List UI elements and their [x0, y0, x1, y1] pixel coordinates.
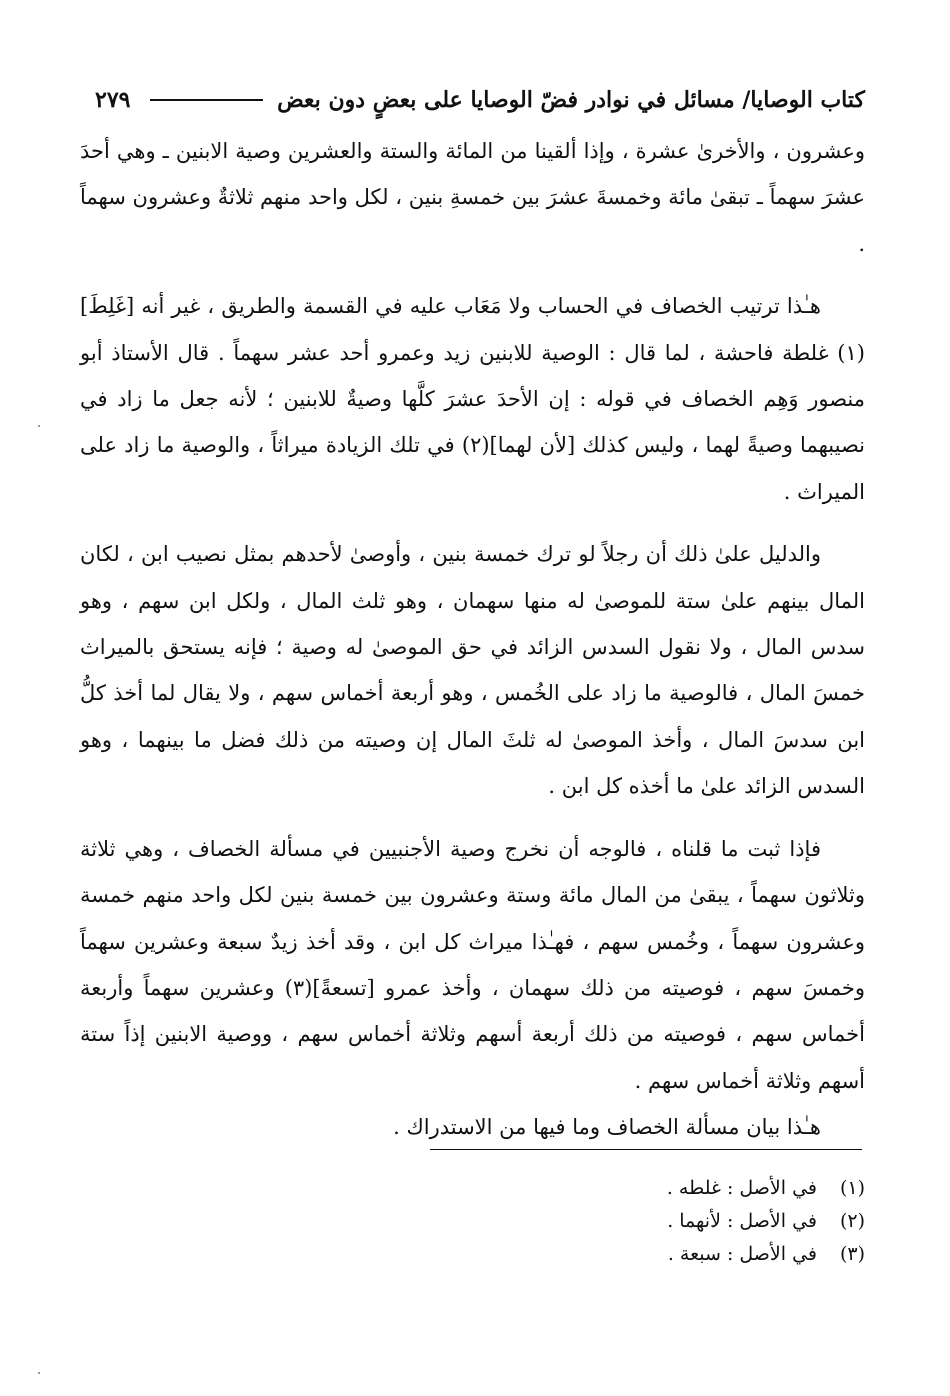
page-number: ٢٧٩: [95, 87, 131, 113]
footnote: [300, 1172, 865, 1205]
scan-speck: [38, 1372, 40, 1374]
footnote-number: (٢): [839, 1210, 865, 1232]
footnote-separator: [430, 1149, 862, 1150]
footnote: [300, 1238, 865, 1271]
paragraph: والدليل علىٰ ذلك أن رجلاً لو ترك خمسة بنين ، وأوصىٰ لأحدهم بمثل نصيب ابن ، لكان المال بينهم علىٰ ستة للموصىٰ له منها سهمان ، وهو ثلث المال ، ولكل ابن سهم ، وهو سدس المال ، ولا نقول السدس الزائد في حق الموصىٰ له وصية ؛ فإنه يستحق بالميراث خمسَ المال ، فالوصية ما زاد على الخُمس ، وهو أربعة أخماس سهم ، ولا يقال لما أخذ كلُّ ابن سدسَ المال ، وأخذ الموصىٰ له ثلثَ المال إن وصيته من ذلك فضل ما بينهما ، وهو السدس الزائد علىٰ ما أخذه كل ابن .: [80, 542, 866, 799]
footnotes: [300, 1172, 865, 1271]
main-text: [80, 128, 865, 1151]
footnote-text: في الأصل : سبعة .: [667, 1243, 817, 1265]
paragraph: وعشرون ، والأخرىٰ عشرة ، وإذا ألقينا من المائة والستة والعشرين وصية الابنين ـ وهي أحدَ عشرَ سهماً ـ تبقىٰ مائة وخمسةَ عشرَ بين خمسةِ بنين ، لكل واحد منهم ثلاثةٌ وعشرون سهماً .: [80, 139, 865, 256]
paragraph: فإذا ثبت ما قلناه ، فالوجه أن نخرج وصية الأجنبيين في مسألة الخصاف ، وهي ثلاثة وثلاثون سهماً ، يبقىٰ من المال مائة وستة وعشرون بين خمسة بنين لكل واحد منهم خمسة وعشرون سهماً ، وخُمس سهم ، فهـٰذا ميراث كل ابن ، وقد أخذ زيدٌ سبعة وعشرين سهماً وخمسَ سهم ، فوصيته من ذلك سهمان ، وأخذ عمرو [تسعةً](٣) وعشرين سهماً وأربعة أخماس سهم ، فوصيته من ذلك أربعة أسهم وثلاثة أخماس سهم ، ووصية الابنين إذاً ستة أسهم وثلاثة أخماس سهم .: [80, 836, 865, 1093]
footnote-text: في الأصل : غلطه .: [666, 1177, 817, 1199]
footnote: [300, 1205, 865, 1238]
footnote-number: (٣): [839, 1243, 865, 1265]
header-rule: [150, 99, 263, 101]
footnote-text: في الأصل : لأنهما .: [667, 1210, 817, 1232]
scan-speck: [38, 425, 40, 427]
footnote-number: (١): [839, 1177, 865, 1199]
paragraph: هـٰذا ترتيب الخصاف في الحساب ولا مَعَاب عليه في القسمة والطريق ، غير أنه [غَلِطَ](١) غلطة فاحشة ، لما قال : الوصية للابنين زيد وعمرو أحد عشر سهماً . قال الأستاذ أبو منصور وَهِم الخصاف في قوله : إن الأحدَ عشرَ كلَّها وصيةٌ للابنين ؛ لأنه جعل ما زاد في نصيبهما وصيةً لهما ، وليس كذلك [لأن لهما](٢) في تلك الزيادة ميراثاً ، والوصية ما زاد على الميراث .: [80, 294, 865, 504]
paragraph: هـٰذا بيان مسألة الخصاف وما فيها من الاستدراك .: [393, 1115, 821, 1140]
header-title: كتاب الوصايا/ مسائل في نوادر فضّ الوصايا على بعضٍ دون بعض: [277, 87, 865, 113]
running-header: [95, 82, 865, 118]
